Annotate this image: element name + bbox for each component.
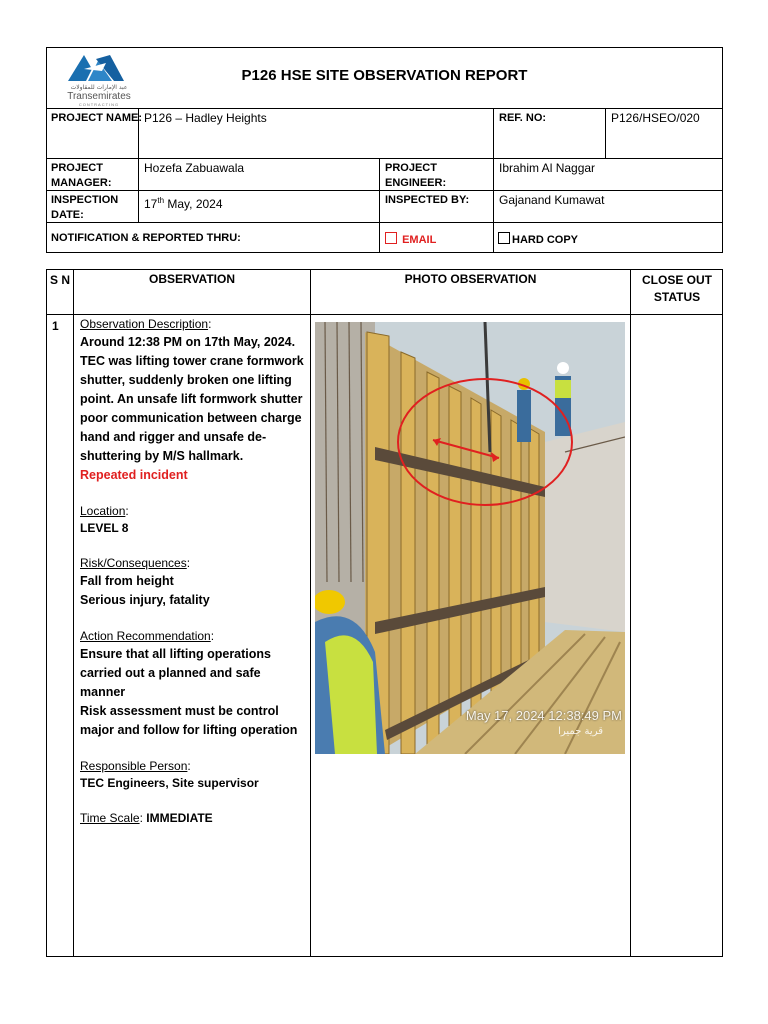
inspection-date-row bbox=[46, 190, 723, 223]
report-title: P126 HSE SITE OBSERVATION REPORT bbox=[241, 67, 528, 84]
hard-copy-label: HARD COPY bbox=[512, 234, 579, 246]
hard-copy-option[interactable] bbox=[498, 232, 578, 246]
photo-location-stamp: قرية جميرا bbox=[558, 726, 603, 737]
desc-text: Around 12:38 PM on 17th May, 2024. TEC was lifting tower crane formwork shutter, suddenly broken one lifting point. An unsafe lift formwork shutter poor communication between charge hand and rigger and unsafe de-shuttering by M/S hallmark. bbox=[80, 335, 304, 463]
notification-row bbox=[46, 222, 723, 253]
sn-header: S N bbox=[49, 273, 70, 287]
observation-cell: Observation Description: Around 12:38 PM on 17th May, 2024. TEC was lifting tower crane formwork shutter, suddenly broken one lifting point. An unsafe lift formwork shutter poor communication between charge hand and rigger and unsafe de-shuttering by M/S hallmark. Repeated incident Location: LEVEL 8 Risk/Consequences: Fall from height Serious injury, fatality Action Recommendation: Ensure that all lifting operations carried out a planned and safe manner Risk assessment must be control major and follow for lifting operation Responsible Person: TEC Engineers, Site supervisor Time Scale: IMMEDIATE bbox=[80, 317, 304, 825]
row-sn: 1 bbox=[52, 319, 59, 333]
inspection-date-value: 17th May, 2024 bbox=[144, 196, 223, 211]
title-row bbox=[46, 47, 723, 109]
inspected-by-value: Gajanand Kumawat bbox=[499, 193, 605, 207]
inspection-date-label: INSPECTION DATE: bbox=[51, 194, 119, 221]
action-item-1: Ensure that all lifting operations carried out a planned and safe manner bbox=[80, 647, 271, 699]
risk-item-2: Serious injury, fatality bbox=[80, 593, 210, 607]
risk-label: Risk/Consequences bbox=[80, 556, 187, 570]
project-name-value: P126 – Hadley Heights bbox=[144, 111, 267, 125]
action-label: Action Recommendation bbox=[80, 629, 211, 643]
ref-no-value: P126/HSEO/020 bbox=[611, 111, 700, 125]
project-manager-value: Hozefa Zabuawala bbox=[144, 161, 245, 175]
photo-timestamp: May 17, 2024 12:38:49 PM bbox=[465, 708, 622, 723]
project-name-label: PROJECT NAME: bbox=[51, 112, 143, 124]
project-engineer-value: Ibrahim Al Naggar bbox=[499, 161, 596, 175]
logo-tag: CONTRACTING bbox=[78, 102, 120, 107]
email-checkbox[interactable] bbox=[385, 232, 397, 244]
timescale-label: Time Scale bbox=[80, 811, 140, 825]
notification-label: NOTIFICATION & REPORTED THRU: bbox=[51, 232, 241, 244]
ref-no-label: REF. NO: bbox=[499, 112, 547, 124]
observation-header: OBSERVATION bbox=[148, 272, 235, 286]
responsible-label: Responsible Person bbox=[80, 759, 188, 773]
close-out-header: CLOSE OUT STATUS bbox=[641, 273, 712, 304]
hard-copy-checkbox[interactable] bbox=[498, 232, 510, 244]
email-option[interactable] bbox=[385, 232, 436, 246]
action-item-2: Risk assessment must be control major and follow for lifting operation bbox=[80, 704, 298, 737]
inspected-by-label: INSPECTED BY: bbox=[385, 194, 470, 206]
project-manager-label: PROJECT MANAGER: bbox=[51, 162, 112, 189]
email-label: EMAIL bbox=[402, 234, 437, 246]
site-photo bbox=[315, 322, 625, 754]
project-engineer-label: PROJECT ENGINEER: bbox=[385, 162, 447, 189]
repeated-incident: Repeated incident bbox=[80, 468, 188, 482]
location-label: Location bbox=[80, 504, 126, 518]
timescale-value: IMMEDIATE bbox=[146, 811, 213, 825]
close-out-status-cell bbox=[631, 316, 723, 956]
location-value: LEVEL 8 bbox=[80, 521, 129, 535]
project-name-row bbox=[46, 108, 723, 159]
logo-name: Transemirates bbox=[67, 91, 131, 102]
logo-arabic: عبد الإمارات للمقاولات bbox=[70, 84, 128, 91]
desc-label: Observation Description bbox=[80, 317, 209, 331]
risk-item-1: Fall from height bbox=[80, 574, 174, 588]
project-manager-row bbox=[46, 158, 723, 191]
photo-header: PHOTO OBSERVATION bbox=[404, 272, 537, 286]
responsible-value: TEC Engineers, Site supervisor bbox=[80, 776, 259, 790]
formwork-photo-illustration bbox=[315, 322, 625, 754]
